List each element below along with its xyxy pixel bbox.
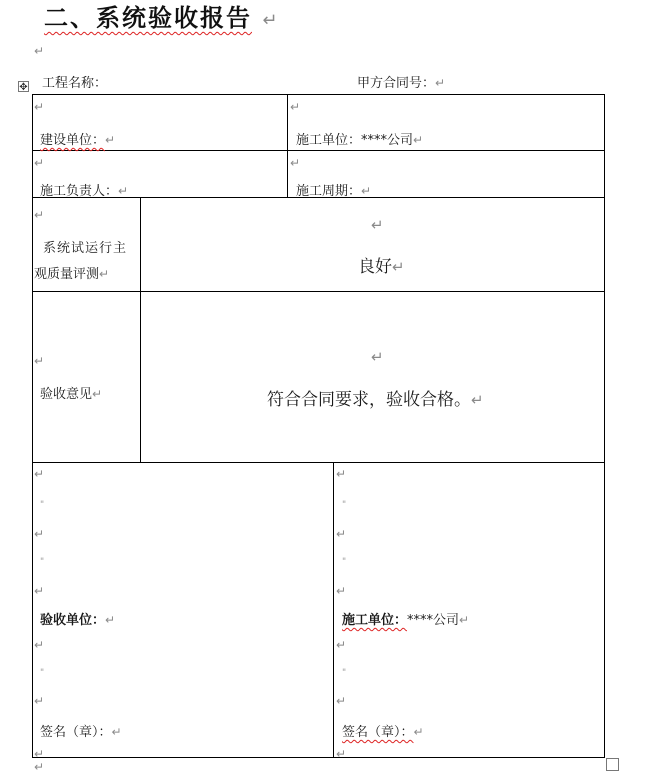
paragraph-mark: ↵ bbox=[262, 10, 280, 31]
table-row-divider bbox=[32, 291, 605, 292]
accept-unit-label: 验收单位：↵ bbox=[40, 613, 116, 628]
table-col-divider bbox=[140, 197, 141, 463]
paragraph-mark: ↵ bbox=[34, 760, 45, 774]
cell-mark: ↵ bbox=[336, 584, 347, 598]
cell-mark: ↵ bbox=[34, 354, 45, 368]
construction-lead-label: 施工负责人：↵ bbox=[40, 184, 129, 197]
cell-mark: ↵ bbox=[34, 747, 45, 761]
construction-unit-label: 施工单位：****公司↵ bbox=[296, 133, 424, 148]
blank-line-mark: " bbox=[342, 500, 347, 510]
table-row-divider bbox=[32, 197, 605, 198]
page-title bbox=[44, 0, 279, 33]
blank-line-mark: " bbox=[40, 500, 45, 510]
cell-mark: ↵ bbox=[290, 156, 301, 170]
table-border-top bbox=[32, 94, 605, 95]
blank-line-mark: " bbox=[40, 557, 45, 567]
cell-mark: ↵ bbox=[371, 216, 384, 234]
blank-line-mark: " bbox=[342, 557, 347, 567]
trial-run-label-line1: 系统试运行主 bbox=[43, 241, 128, 256]
cell-mark: ↵ bbox=[336, 467, 347, 481]
cell-mark: ↵ bbox=[34, 156, 45, 170]
blank-line-mark: " bbox=[342, 668, 347, 678]
table-border-bottom bbox=[32, 757, 605, 758]
acceptance-opinion-value: 符合合同要求，验收合格。↵ bbox=[267, 390, 484, 410]
cell-mark: ↵ bbox=[290, 100, 301, 114]
cell-mark: ↵ bbox=[34, 208, 45, 222]
cell-mark: ↵ bbox=[371, 348, 384, 366]
contract-no-label: 甲方合同号：↵ bbox=[357, 76, 446, 91]
table-resize-handle-icon[interactable] bbox=[606, 758, 619, 771]
accept-signature-label: 签名（章）：↵ bbox=[40, 725, 122, 740]
title-text: 二、系统验收报告 bbox=[44, 3, 252, 32]
construct-signature-label: 签名（章）：↵ bbox=[342, 725, 424, 740]
project-name-label: 工程名称： bbox=[42, 76, 108, 91]
table-row-divider bbox=[32, 462, 605, 463]
cell-mark: ↵ bbox=[336, 694, 347, 708]
build-unit-label: 建设单位：↵ bbox=[40, 133, 116, 148]
table-col-divider bbox=[333, 462, 334, 758]
cell-mark: ↵ bbox=[34, 100, 45, 114]
cell-mark: ↵ bbox=[336, 747, 347, 761]
acceptance-opinion-label: 验收意见↵ bbox=[40, 387, 103, 402]
paragraph-mark: ↵ bbox=[34, 44, 45, 58]
cell-mark: ↵ bbox=[336, 638, 347, 652]
table-border-right bbox=[604, 94, 605, 758]
construct-unit-sign-label: 施工单位：****公司↵ bbox=[342, 613, 470, 628]
table-border-left bbox=[32, 94, 33, 758]
construction-period-label: 施工周期：↵ bbox=[296, 184, 372, 197]
table-row-divider bbox=[32, 150, 605, 151]
cell-mark: ↵ bbox=[34, 638, 45, 652]
blank-line-mark: " bbox=[40, 668, 45, 678]
cell-mark: ↵ bbox=[34, 584, 45, 598]
table-col-divider bbox=[287, 94, 288, 198]
cell-mark: ↵ bbox=[34, 467, 45, 481]
cell-mark: ↵ bbox=[336, 527, 347, 541]
cell-mark: ↵ bbox=[34, 694, 45, 708]
construction-period-cell bbox=[296, 180, 371, 197]
trial-run-label-line2: 观质量评测↵ bbox=[34, 267, 110, 282]
table-move-handle-icon[interactable]: ✥ bbox=[19, 82, 28, 93]
construction-lead-cell bbox=[40, 180, 128, 197]
trial-run-value: 良好↵ bbox=[358, 257, 405, 277]
cell-mark: ↵ bbox=[34, 527, 45, 541]
